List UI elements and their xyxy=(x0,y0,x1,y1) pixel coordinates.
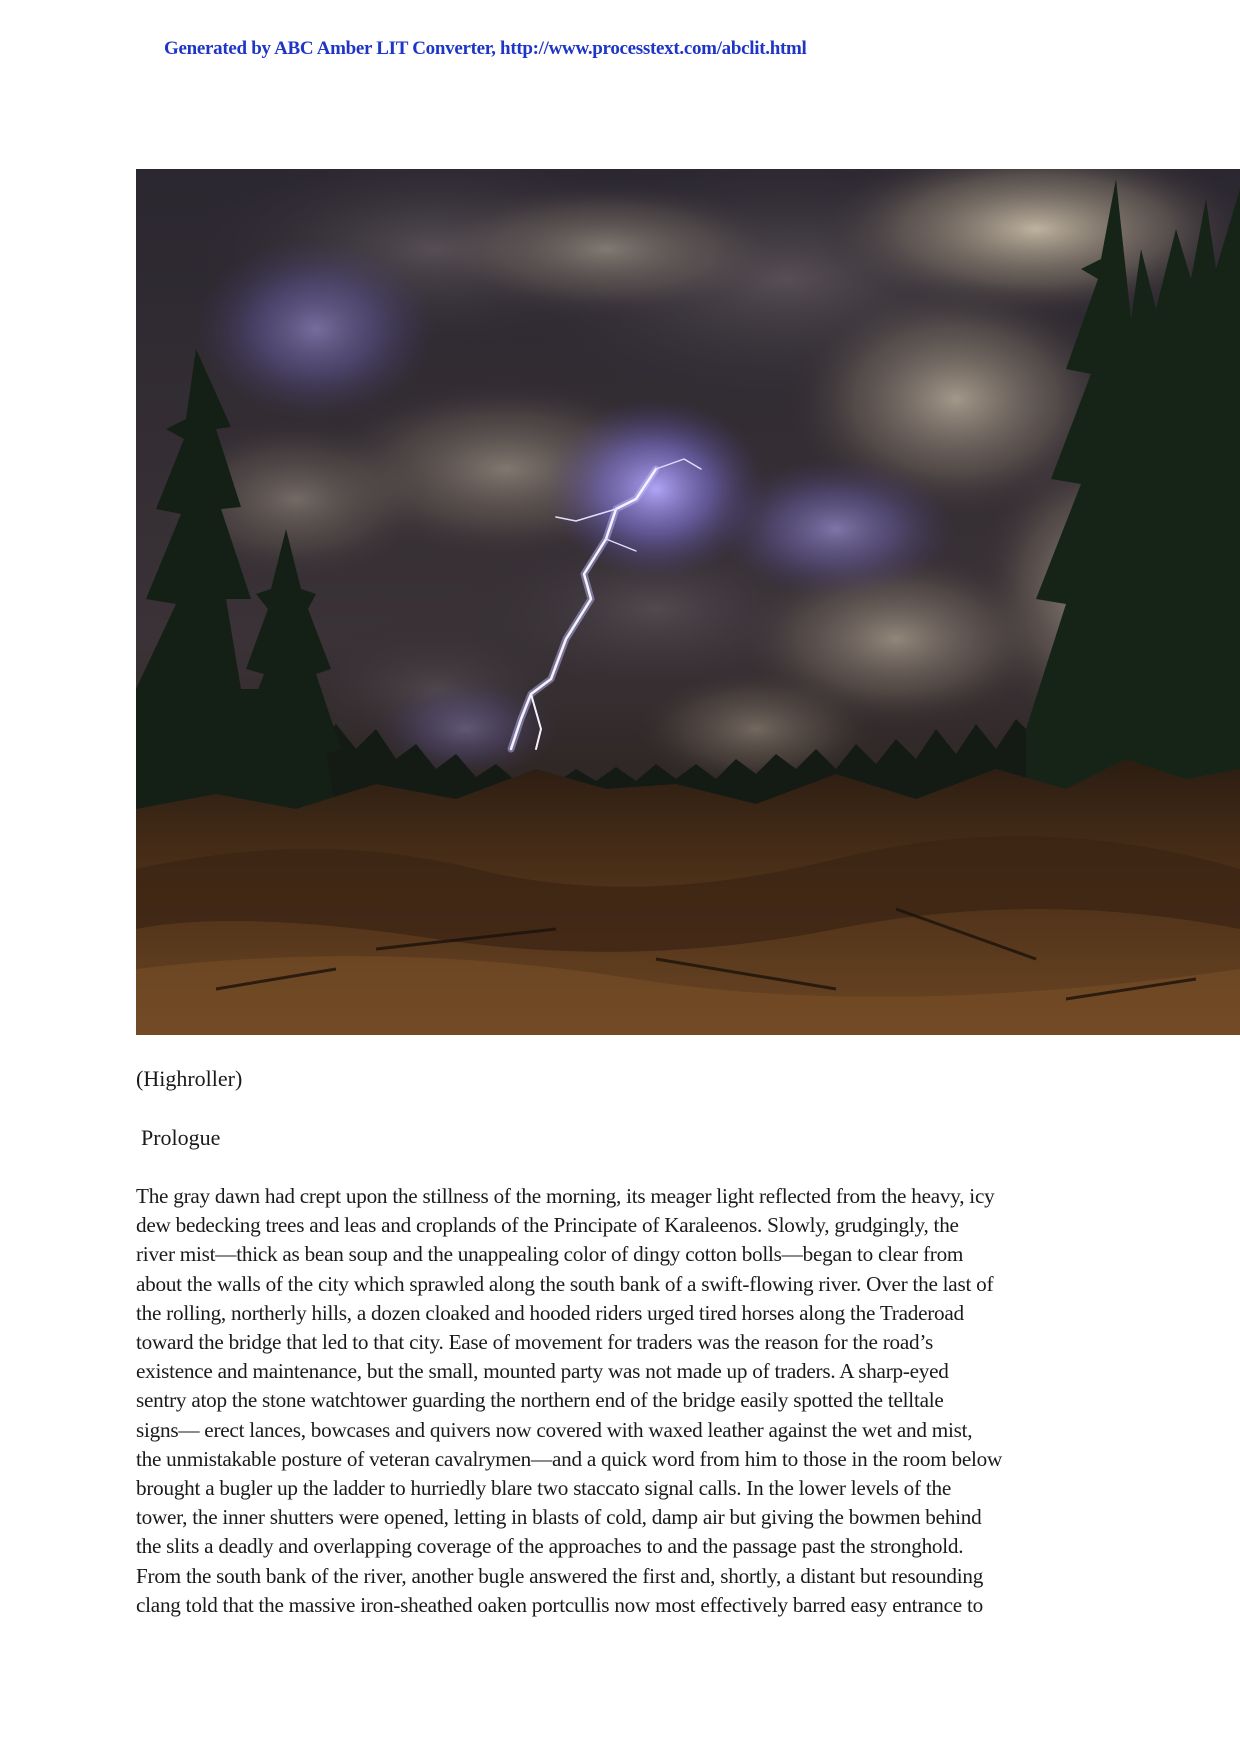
text-line: river mist—thick as bean soup and the unappealing color of dingy cotton bolls—began to clear from xyxy=(136,1242,964,1267)
cover-illustration xyxy=(136,169,1240,1035)
text-line: tower, the inner shutters were opened, letting in blasts of cold, damp air but giving the bowmen behind xyxy=(136,1505,982,1530)
text-line: the unmistakable posture of veteran cavalrymen—and a quick word from him to those in the room below xyxy=(136,1446,1003,1471)
prologue-paragraph xyxy=(136,1182,1136,1620)
text-line: existence and maintenance, but the small, mounted party was not made up of traders. A sharp-eyed xyxy=(136,1359,949,1384)
text-line: signs— erect lances, bowcases and quivers now covered with waxed leather against the wet and mist, xyxy=(136,1417,973,1442)
text-line: the slits a deadly and overlapping coverage of the approaches to and the passage past the stronghold. xyxy=(136,1534,964,1559)
cover-caption: (Highroller) xyxy=(136,1066,243,1091)
text-line: dew bedecking trees and leas and croplands of the Principate of Karaleenos. Slowly, grudgingly, the xyxy=(136,1213,959,1238)
text-line: clang told that the massive iron-sheathed oaken portcullis now most effectively barred easy entrance to xyxy=(136,1592,983,1617)
text-line: the rolling, northerly hills, a dozen cloaked and hooded riders urged tired horses along the Traderoad xyxy=(136,1300,964,1325)
text-line: toward the bridge that led to that city. Ease of movement for traders was the reason for the road’s xyxy=(136,1330,933,1355)
chapter-title: Prologue xyxy=(141,1125,221,1150)
text-line: brought a bugler up the ladder to hurriedly blare two staccato signal calls. In the lower levels of the xyxy=(136,1476,952,1501)
converter-notice-link[interactable]: Generated by ABC Amber LIT Converter, http://www.processtext.com/abclit.html xyxy=(164,38,807,59)
text-line: The gray dawn had crept upon the stillness of the morning, its meager light reflected from the heavy, icy xyxy=(136,1184,995,1208)
text-line: about the walls of the city which sprawled along the south bank of a swift-flowing river. Over the last of xyxy=(136,1271,994,1296)
text-line: From the south bank of the river, another bugle answered the first and, shortly, a distant but resounding xyxy=(136,1563,984,1588)
text-line: sentry atop the stone watchtower guarding the northern end of the bridge easily spotted the telltale xyxy=(136,1388,944,1413)
